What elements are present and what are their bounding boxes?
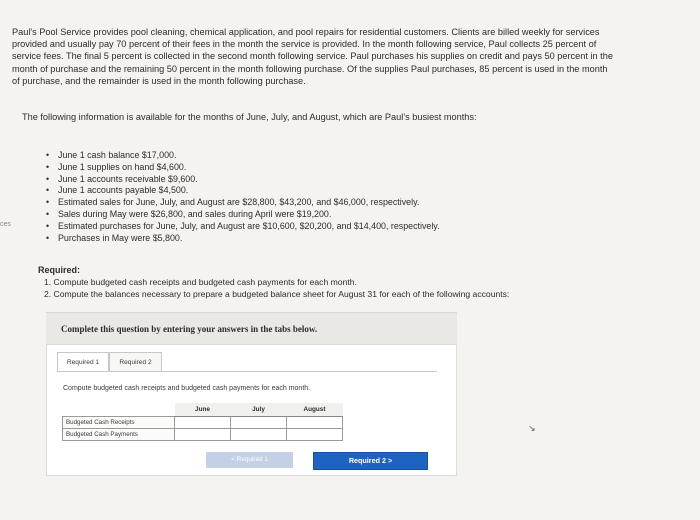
tab-required-1[interactable]: Required 1 xyxy=(57,352,109,372)
table-row xyxy=(63,429,343,441)
given-info-list xyxy=(46,150,440,244)
instruction-panel xyxy=(46,312,457,345)
column-header-july: July xyxy=(231,403,287,417)
receipts-june-input[interactable] xyxy=(175,418,229,428)
list-item: • June 1 accounts receivable $9,600. xyxy=(46,174,440,186)
payments-august-input[interactable] xyxy=(287,430,341,440)
list-item: • June 1 cash balance $17,000. xyxy=(46,150,440,162)
problem-lead: The following information is available for the months of June, July, and August, which are Paul's busiest months: xyxy=(22,112,477,122)
tab-required-2[interactable]: Required 2 xyxy=(109,352,162,372)
budget-table xyxy=(62,403,343,441)
column-header-august: August xyxy=(287,403,343,417)
panel-instruction: Complete this question by entering your answers in the tabs below. xyxy=(61,324,318,334)
problem-intro: Paul's Pool Service provides pool cleaning, chemical application, and pool repairs for residential customers. Clients are billed weekly for services provided and usually pay 70 percent of their fees in the month the service is provided. In the month following service, Paul collects 25 percent of service fees. The final 5 percent is collected in the second month following service. Paul purchases his supplies on credit and pays 50 percent in the month of purchase and the remaining 50 percent in the month following purchase. Of the supplies Paul purchases, 85 percent is used in the month of purchase, and the remainder is used in the month following purchase. xyxy=(12,27,613,86)
list-item: • Estimated sales for June, July, and August are $28,800, $43,200, and $46,000, respectively. xyxy=(46,197,440,209)
worksheet-instruction: Compute budgeted cash receipts and budgeted cash payments for each month. xyxy=(63,385,311,392)
required-item-1: 1. Compute budgeted cash receipts and budgeted cash payments for each month. xyxy=(44,277,357,287)
cell[interactable] xyxy=(231,417,287,429)
required-item-2: 2. Compute the balances necessary to prepare a budgeted balance sheet for August 31 for each of the following accounts: xyxy=(44,288,510,299)
cell[interactable] xyxy=(287,417,343,429)
required-list xyxy=(44,277,509,300)
list-item: • June 1 supplies on hand $4,600. xyxy=(46,162,440,174)
list-item: • June 1 accounts payable $4,500. xyxy=(46,185,440,197)
receipts-july-input[interactable] xyxy=(231,418,285,428)
payments-july-input[interactable] xyxy=(231,430,285,440)
cell[interactable] xyxy=(175,417,231,429)
row-label-payments: Budgeted Cash Payments xyxy=(63,429,175,441)
receipts-august-input[interactable] xyxy=(287,418,341,428)
required-heading: Required: xyxy=(38,265,81,275)
payments-june-input[interactable] xyxy=(175,430,229,440)
cell[interactable] xyxy=(287,429,343,441)
list-item: • Estimated purchases for June, July, and August are $10,600, $20,200, and $14,400, respectively. xyxy=(46,221,440,233)
previous-required-button[interactable]: < Required 1 xyxy=(206,452,293,468)
edge-text-fragment: ces xyxy=(0,221,11,228)
list-item: • Purchases in May were $5,800. xyxy=(46,233,440,245)
next-required-button[interactable]: Required 2 > xyxy=(313,452,428,470)
list-item: • Sales during May were $26,800, and sales during April were $19,200. xyxy=(46,209,440,221)
table-row xyxy=(63,417,343,429)
column-header-june: June xyxy=(175,403,231,417)
cell[interactable] xyxy=(175,429,231,441)
row-label-receipts: Budgeted Cash Receipts xyxy=(63,417,175,429)
cell[interactable] xyxy=(231,429,287,441)
tab-divider xyxy=(57,371,437,372)
mouse-cursor-icon: ↘ xyxy=(528,423,536,433)
table-corner xyxy=(63,403,175,417)
